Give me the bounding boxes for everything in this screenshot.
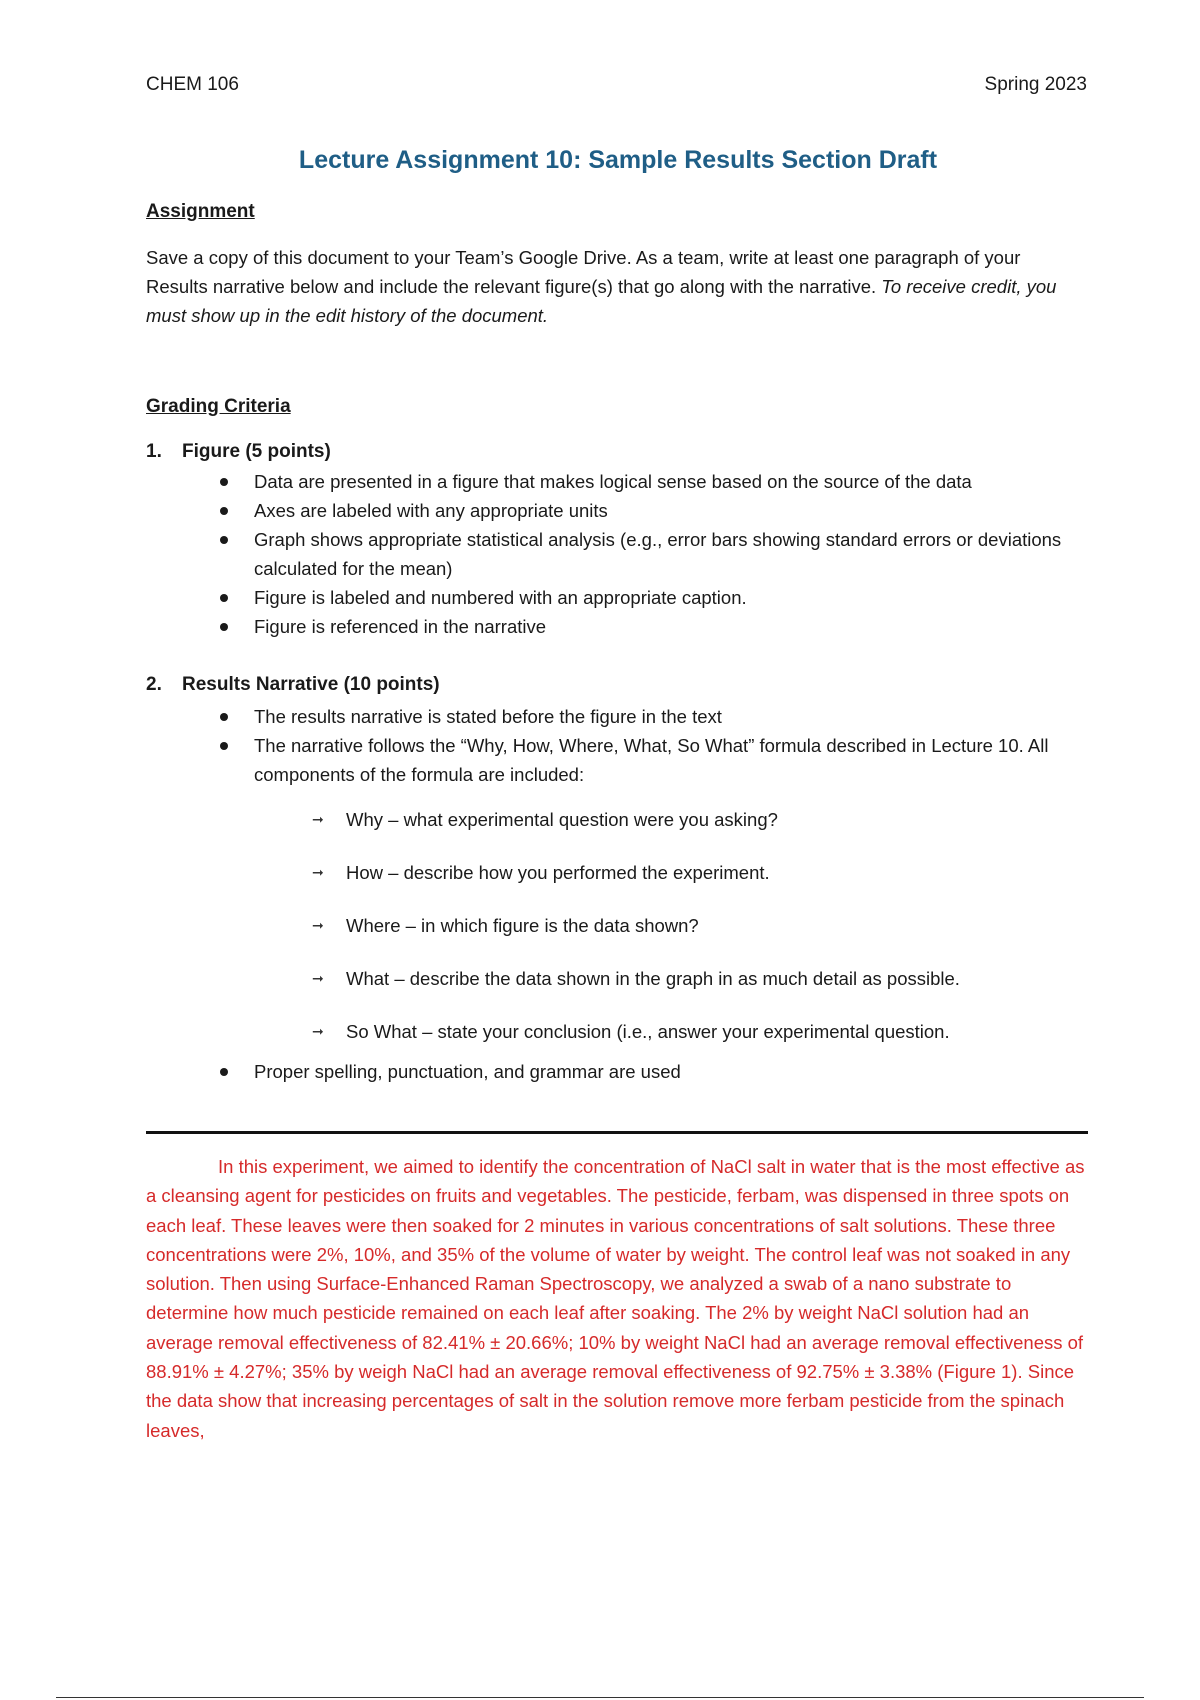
list-item-text: Axes are labeled with any appropriate units (254, 500, 608, 521)
grading-item-label: Figure (5 points) (182, 441, 331, 462)
list-item (312, 964, 1092, 1017)
arrow-right-icon: ➞ (312, 811, 324, 827)
list-item-text: Proper spelling, punctuation, and grammar are used (254, 1061, 681, 1082)
figure-criteria-list (214, 467, 1094, 641)
bullet-icon (220, 507, 228, 515)
list-item-text: The narrative follows the “Why, How, Where, What, So What” formula described in Lecture 10. All components of the formula are included: (254, 735, 1049, 785)
term-label: Spring 2023 (984, 74, 1087, 95)
arrow-right-icon: ➞ (312, 864, 324, 880)
list-item (312, 911, 1092, 964)
list-item (214, 525, 1094, 583)
list-item-text: Graph shows appropriate statistical analysis (e.g., error bars showing standard errors or deviations calculated for the mean) (254, 529, 1062, 579)
list-item (214, 467, 1094, 496)
list-item (214, 1057, 1094, 1086)
final-criteria-list (214, 1057, 1094, 1086)
bullet-icon (220, 536, 228, 544)
bullet-icon (220, 623, 228, 631)
list-item (312, 805, 1092, 858)
grading-item-narrative (146, 674, 440, 696)
list-item (214, 612, 1094, 641)
list-item-text: How – describe how you performed the experiment. (346, 862, 770, 883)
arrow-right-icon: ➞ (312, 917, 324, 933)
list-item-text: Where – in which figure is the data shown? (346, 915, 699, 936)
list-item (312, 858, 1092, 911)
grading-item-number: 1. (146, 441, 162, 462)
course-label: CHEM 106 (146, 74, 239, 95)
grading-item-figure (146, 441, 331, 463)
divider (146, 1131, 1088, 1134)
assignment-text-italic: To receive credit, you must show up in the edit history of the document. (146, 276, 1057, 326)
formula-components-list (312, 805, 1092, 1070)
bullet-icon (220, 742, 228, 750)
list-item (214, 731, 1094, 789)
grading-item-label: Results Narrative (10 points) (182, 674, 440, 695)
list-item-text: Figure is referenced in the narrative (254, 616, 547, 637)
list-item (214, 702, 1094, 731)
list-item (214, 583, 1094, 612)
page-title: Lecture Assignment 10: Sample Results Section Draft (298, 146, 938, 174)
assignment-heading: Assignment (146, 201, 255, 222)
bullet-icon (220, 1068, 228, 1076)
page-bottom-divider (56, 1697, 1144, 1698)
narrative-criteria-list (214, 702, 1094, 789)
list-item-text: Why – what experimental question were you asking? (346, 809, 778, 830)
results-narrative[interactable]: In this experiment, we aimed to identify the concentration of NaCl salt in water that is the most effective as a cleansing agent for pesticides on fruits and vegetables. The pesticide, ferbam, was dispensed in three spots on each leaf. These leaves were then soaked for 2 minutes in various concentrations of salt solutions. These three concentrations were 2%, 10%, and 35% of the volume of water by weight. The control leaf was not soaked in any solution. Then using Surface-Enhanced Raman Spectroscopy, we analyzed a swab of a nano substrate to determine how much pesticide remained on each leaf after soaking. The 2% by weight NaCl solution had an average removal effectiveness of 82.41% ± 20.66%; 10% by weight NaCl had an average removal effectiveness of 88.91% ± 4.27%; 35% by weigh NaCl had an average removal effectiveness of 92.75% ± 3.38% (Figure 1). Since the data show that increasing percentages of salt in the solution remove more ferbam pesticide from the spinach leaves, (146, 1156, 1085, 1441)
list-item-text: Figure is labeled and numbered with an appropriate caption. (254, 587, 747, 608)
arrow-right-icon: ➞ (312, 970, 324, 986)
grading-heading: Grading Criteria (146, 396, 291, 417)
assignment-text-plain: Save a copy of this document to your Team’s Google Drive. As a team, write at least one paragraph of your Results narrative below and include the relevant figure(s) that go along with the narrative. (146, 247, 1021, 297)
grading-item-number: 2. (146, 674, 162, 695)
list-item-text: The results narrative is stated before the figure in the text (254, 706, 722, 727)
bullet-icon (220, 713, 228, 721)
list-item (214, 496, 1094, 525)
arrow-right-icon: ➞ (312, 1023, 324, 1039)
assignment-text (146, 243, 1086, 330)
list-item-text: So What – state your conclusion (i.e., answer your experimental question. (346, 1021, 950, 1042)
list-item-text: Data are presented in a figure that makes logical sense based on the source of the data (254, 471, 972, 492)
bullet-icon (220, 478, 228, 486)
list-item-text: What – describe the data shown in the graph in as much detail as possible. (346, 968, 960, 989)
bullet-icon (220, 594, 228, 602)
